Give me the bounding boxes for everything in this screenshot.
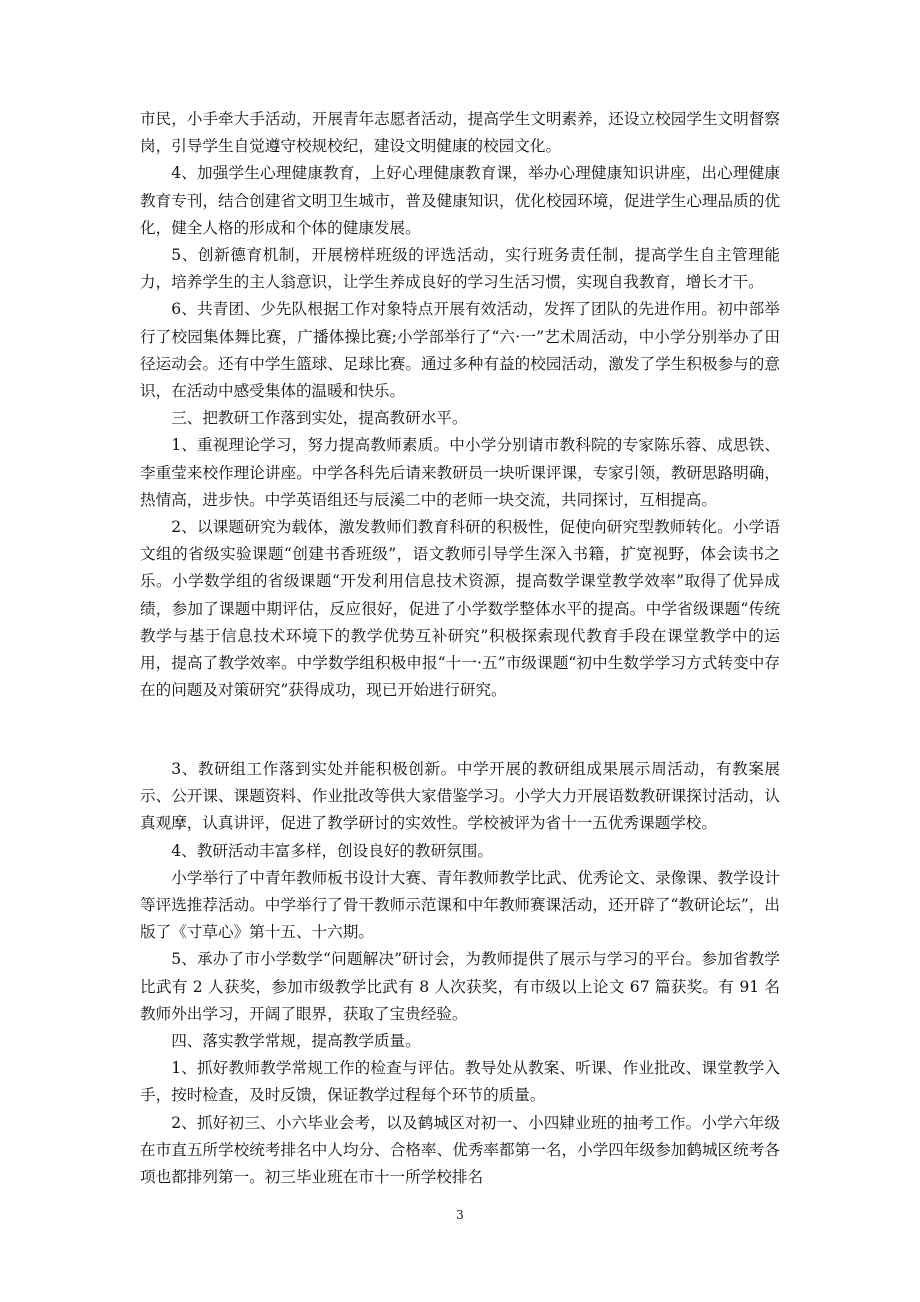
paragraph: 5、承办了市小学数学“问题解决”研讨会，为教师提供了展示与学习的平台。参加省教学比武有 2 人获奖，参加市级教学比武有 8 人次获奖，有市级以上论文 67 篇获奖。有 91 名教师外出学习，开阔了眼界，获取了宝贵经验。 [140,950,780,1023]
paragraph: 3、教研组工作落到实处并能积极创新。中学开展的教研组成果展示周活动，有教案展示、公开课、课题资料、作业批改等供大家借鉴学习。小学大力开展语数教研课探讨活动，认真观摩，认真讲评，促进了教学研讨的实效性。学校被评为省十一五优秀课题学校。 [140,760,780,833]
text-block-lower [140,756,780,1191]
section-heading: 四、落实教学常规，提高教学质量。 [171,1032,421,1051]
paragraph: 市民，小手牵大手活动，开展青年志愿者活动，提高学生文明素养，还设立校园学生文明督察岗，引导学生自觉遵守校规校纪，建设文明健康的校园文化。 [140,110,780,156]
paragraph: 1、重视理论学习，努力提高教师素质。中小学分别请市教科院的专家陈乐蓉、成思铁、李重莹来校作理论讲座。中学各科先后请来教研员一块听课评课，专家引领，教研思路明确，热情高，进步快。中学英语组还与辰溪二中的老师一块交流，共同探讨，互相提高。 [140,436,780,509]
paragraph: 5、创新德育机制，开展榜样班级的评选活动，实行班务责任制，提高学生自主管理能力，培养学生的主人翁意识，让学生养成良好的学习生活习惯，实现自我教育，增长才干。 [140,246,780,292]
paragraph: 1、抓好教师教学常规工作的检查与评估。教导处从教案、听课、作业批改、课堂教学入手，按时检查，及时反馈，保证教学过程每个环节的质量。 [140,1059,780,1105]
paragraph: 小学举行了中青年教师板书设计大赛、青年教师教学比武、优秀论文、录像课、教学设计等评选推荐活动。中学举行了骨干教师示范课和中年教师赛课活动，还开辟了“教研论坛”，出版了《寸草心》第十五、十六期。 [140,868,780,942]
paragraph: 2、以课题研究为载体，激发教师们教育科研的积极性，促使向研究型教师转化。小学语文组的省级实验课题“创建书香班级”，语文教师引导学生深入书籍，扩宽视野，体会读书之乐。小学数学组的省级课题“开发利用信息技术资源，提高数学课堂教学效率”取得了优异成绩，参加了课题中期评估，反应很好，促进了小学数学整体水平的提高。中学省级课题“传统教学与基于信息技术环境下的教学优势互补研究”积极探索现代教育手段在课堂教学中的运用，提高了教学效率。中学数学组积极申报“十一·五”市级课题“初中生数学学习方式转变中存在的问题及对策研究”获得成功，现已开始进行研究。 [140,518,780,700]
section-heading: 三、把教研工作落到实处，提高教研水平。 [171,409,468,428]
page-number: 3 [456,1208,464,1222]
paragraph: 4、教研活动丰富多样，创设良好的教研氛围。 [171,841,493,860]
text-block-upper [140,106,780,704]
paragraph: 4、加强学生心理健康教育，上好心理健康教育课，举办心理健康知识讲座，出心理健康教育专刊，结合创建省文明卫生城市，普及健康知识，优化校园环境，促进学生心理品质的优化，健全人格的形成和个体的健康发展。 [140,164,780,237]
paragraph: 6、共青团、少先队根据工作对象特点开展有效活动，发挥了团队的先进作用。初中部举行了校园集体舞比赛，广播体操比赛;小学部举行了“六·一”艺术周活动，中小学分别举办了田径运动会。还有中学生篮球、足球比赛。通过多种有益的校园活动，激发了学生积极参与的意识，在活动中感受集体的温暖和快乐。 [140,300,780,401]
paragraph: 2、抓好初三、小六毕业会考，以及鹤城区对初一、小四肄业班的抽考工作。小学六年级在市直五所学校统考排名中人均分、合格率、优秀率都第一名，小学四年级参加鹤城区统考各项也都排列第一。初三毕业班在市十一所学校排名 [140,1113,780,1187]
